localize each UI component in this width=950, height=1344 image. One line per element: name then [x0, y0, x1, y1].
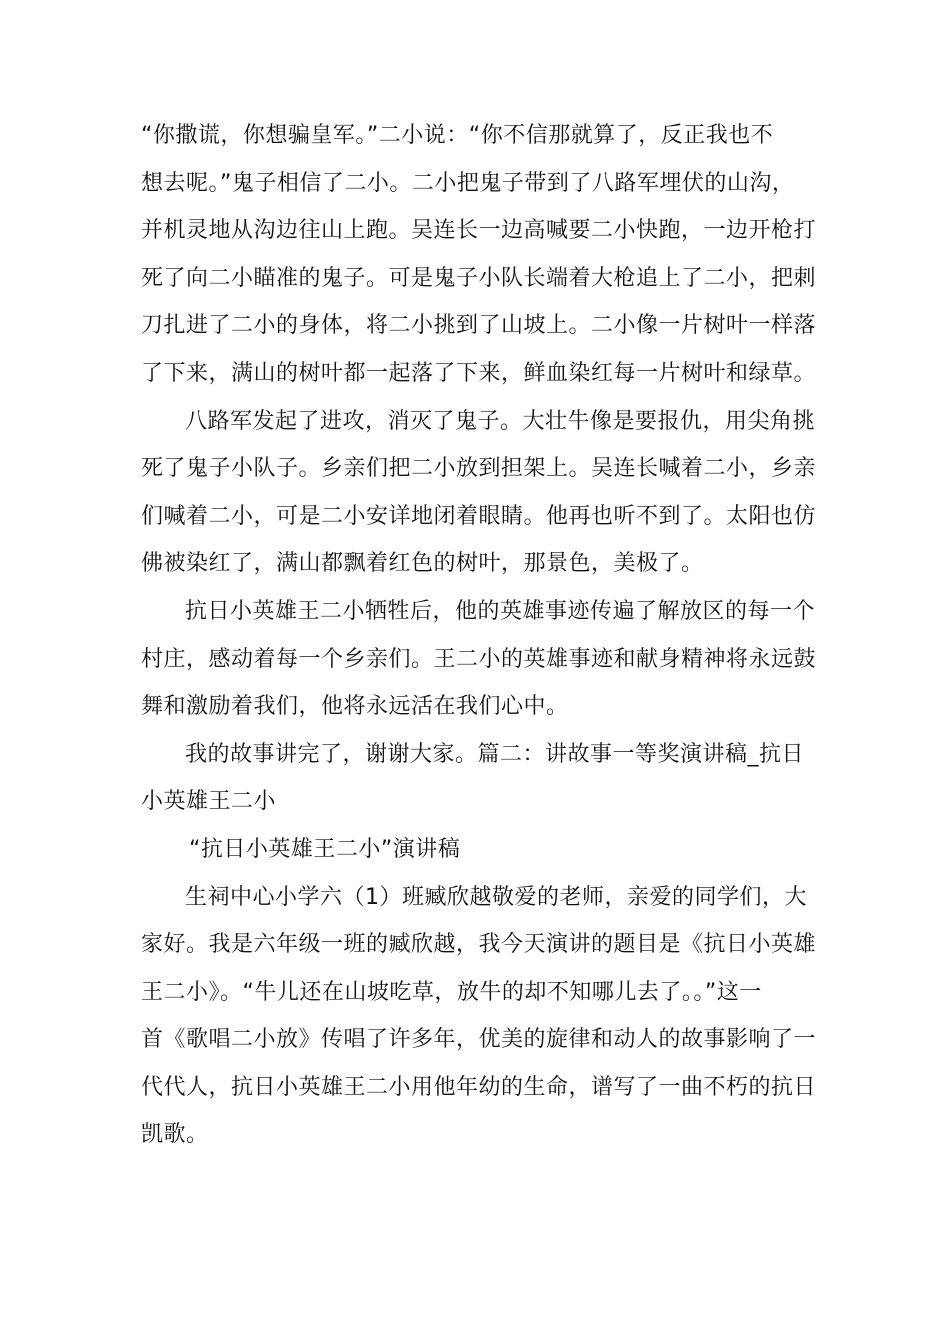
text-line: 了下来，满山的树叶都一起落了下来，鲜血染红每一片树叶和绿草。 — [141, 360, 817, 386]
text-line: 首《歌唱二小放》传唱了许多年，优美的旋律和动人的故事影响了一 — [141, 1027, 817, 1053]
paragraph-3 — [141, 588, 821, 731]
text-line: 凯歌。 — [141, 1122, 209, 1148]
paragraph-4 — [141, 731, 821, 826]
paragraph-1 — [141, 112, 821, 398]
text-line: 小英雄王二小 — [141, 789, 277, 815]
speech-title — [141, 826, 821, 874]
text-line: 家好。我是六年级一班的臧欣越，我今天演讲的题目是《抗日小英雄 — [141, 932, 817, 958]
text-line: 死了向二小瞄准的鬼子。可是鬼子小队长端着大枪追上了二小，把刺 — [141, 265, 817, 291]
text-line: 八路军发起了进攻，消灭了鬼子。大壮牛像是要报仇，用尖角挑 — [185, 408, 816, 434]
text-line: 村庄，感动着每一个乡亲们。王二小的英雄事迹和献身精神将永远鼓 — [141, 646, 817, 672]
text-line: 抗日小英雄王二小牺牲后，他的英雄事迹传遍了解放区的每一个 — [185, 598, 816, 624]
document-body — [141, 112, 821, 1159]
text-line: 刀扎进了二小的身体，将二小挑到了山坡上。二小像一片树叶一样落 — [141, 313, 817, 339]
text-line: 佛被染红了，满山都飘着红色的树叶，那景色，美极了。 — [141, 551, 704, 577]
text-line: 想去呢。”鬼子相信了二小。二小把鬼子带到了八路军埋伏的山沟， — [141, 170, 795, 196]
paragraph-6 — [141, 874, 821, 1160]
text-line: 舞和激励着我们，他将永远活在我们心中。 — [141, 694, 569, 720]
paragraph-2 — [141, 398, 821, 588]
text-line: 代代人，抗日小英雄王二小用他年幼的生命，谱写了一曲不朽的抗日 — [141, 1074, 817, 1100]
text-line: 王二小》。“牛儿还在山坡吃草，放牛的却不知哪儿去了。。”这一 — [141, 979, 762, 1005]
text-line: “抗日小英雄王二小”演讲稿 — [189, 836, 461, 862]
text-line: 们喊着二小，可是二小安详地闭着眼睛。他再也听不到了。太阳也仿 — [141, 503, 817, 529]
text-line: 死了鬼子小队子。乡亲们把二小放到担架上。吴连长喊着二小，乡亲 — [141, 456, 817, 482]
text-line: 并机灵地从沟边往山上跑。吴连长一边高喊要二小快跑，一边开枪打 — [141, 218, 817, 244]
text-line: “你撒谎，你想骗皇军。”二小说：“你不信那就算了，反正我也不 — [141, 123, 774, 148]
text-line: 我的故事讲完了，谢谢大家。篇二：讲故事一等奖演讲稿_抗日 — [185, 741, 805, 767]
text-line: 生祠中心小学六（1）班臧欣越敬爱的老师，亲爱的同学们，大 — [185, 884, 807, 910]
